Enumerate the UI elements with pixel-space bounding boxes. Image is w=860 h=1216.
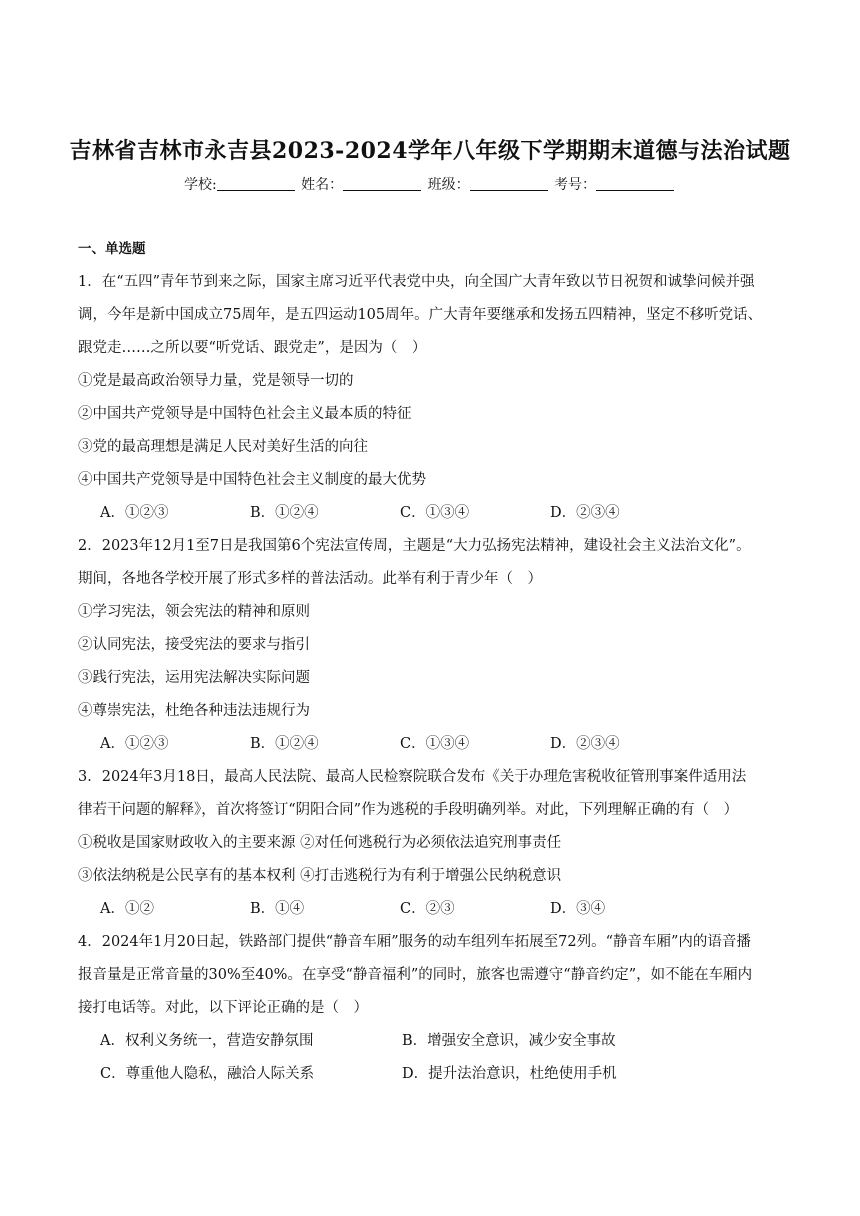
question-stem-line: 跟党走……之所以要“听党话、跟党走”，是因为（ ）: [78, 340, 427, 356]
option-b: B．①②④: [250, 736, 319, 752]
class-blank: [470, 176, 548, 191]
exam-no-blank: [596, 176, 674, 191]
question-stem-line: 3．2024年3月18日，最高人民法院、最高人民检察院联合发布《关于办理危害税收征管刑事案件适用法: [78, 769, 747, 785]
option-c: C．①③④: [400, 505, 470, 521]
question-stem-line: 律若干问题的解释》，首次将签订“阴阳合同”作为逃税的手段明确列举。对此，下列理解正确的有（ ）: [78, 802, 739, 818]
answer-options: [78, 893, 784, 926]
statement: ①党是最高政治领导力量，党是领导一切的: [78, 373, 354, 389]
answer-options: [78, 1025, 784, 1091]
question-stem-line: 2．2023年12月1至7日是我国第6个宪法宣传周，主题是“大力弘扬宪法精神，建设社会主义法治文化”。: [78, 538, 751, 554]
option-a: A．①②: [100, 901, 154, 917]
question-4: [78, 926, 784, 1091]
answer-options: [78, 497, 784, 530]
option-b: B．增强安全意识，减少安全事故: [402, 1033, 616, 1049]
option-d: D．提升法治意识，杜绝使用手机: [402, 1066, 617, 1082]
question-stem-line: 调，今年是新中国成立75周年，是五四运动105周年。广大青年要继承和发扬五四精神，坚定不移听党话、: [78, 307, 763, 323]
question-stem-line: 期间，各地各学校开展了形式多样的普法活动。此举有利于青少年（ ）: [78, 571, 542, 587]
questions-area: [78, 238, 784, 1091]
info-label-class: 班级：: [427, 177, 470, 193]
student-info-line: [0, 174, 860, 194]
option-c: C．②③: [400, 901, 455, 917]
question-stem-line: 4．2024年1月20日起，铁路部门提供“静音车厢”服务的动车组列车拓展至72列。“静音车厢”内的语音播: [78, 934, 751, 950]
statement: ①税收是国家财政收入的主要来源 ②对任何逃税行为必须依法追究刑事责任: [78, 835, 562, 851]
statement: ②中国共产党领导是中国特色社会主义最本质的特征: [78, 406, 412, 422]
statement: ③践行宪法，运用宪法解决实际问题: [78, 670, 310, 686]
section-title: 一、单选题: [78, 241, 146, 257]
answer-options: [78, 728, 784, 761]
question-stem-line: 1．在“五四”青年节到来之际，国家主席习近平代表党中央，向全国广大青年致以节日祝贺和诚挚问候并强: [78, 274, 755, 290]
option-d: D．②③④: [550, 736, 620, 752]
info-label-school: 学校:: [183, 177, 217, 193]
statement: ③依法纳税是公民享有的基本权利 ④打击逃税行为有利于增强公民纳税意识: [78, 868, 562, 884]
page-title: 吉林省吉林市永吉县2023-2024学年八年级下学期期末道德与法治试题: [69, 138, 791, 164]
statement: ③党的最高理想是满足人民对美好生活的向往: [78, 439, 368, 455]
question-stem-line: 接打电话等。对此，以下评论正确的是（ ）: [78, 1000, 368, 1016]
statement: ④中国共产党领导是中国特色社会主义制度的最大优势: [78, 472, 426, 488]
option-a: A．权利义务统一，营造安静氛围: [100, 1033, 314, 1049]
statement: ①学习宪法，领会宪法的精神和原则: [78, 604, 310, 620]
option-c: C．尊重他人隐私，融洽人际关系: [100, 1066, 315, 1082]
option-d: D．②③④: [550, 505, 620, 521]
option-c: C．①③④: [400, 736, 470, 752]
question-stem-line: 报音量是正常音量的30%至40%。在享受“静音福利”的同时，旅客也需遵守“静音约定”，如不能在车厢内: [78, 967, 753, 983]
option-a: A．①②③: [100, 736, 169, 752]
name-blank: [343, 176, 421, 191]
question-1: [78, 266, 784, 530]
statement: ②认同宪法，接受宪法的要求与指引: [78, 637, 310, 653]
option-b: B．①②④: [250, 505, 319, 521]
question-2: [78, 530, 784, 761]
info-label-name: 姓名：: [301, 177, 344, 193]
option-d: D．③④: [550, 901, 606, 917]
school-blank: [217, 176, 295, 191]
option-b: B．①④: [250, 901, 305, 917]
option-a: A．①②③: [100, 505, 169, 521]
question-3: [78, 761, 784, 926]
statement: ④尊崇宪法，杜绝各种违法违规行为: [78, 703, 310, 719]
info-label-exam-no: 考号：: [554, 177, 597, 193]
